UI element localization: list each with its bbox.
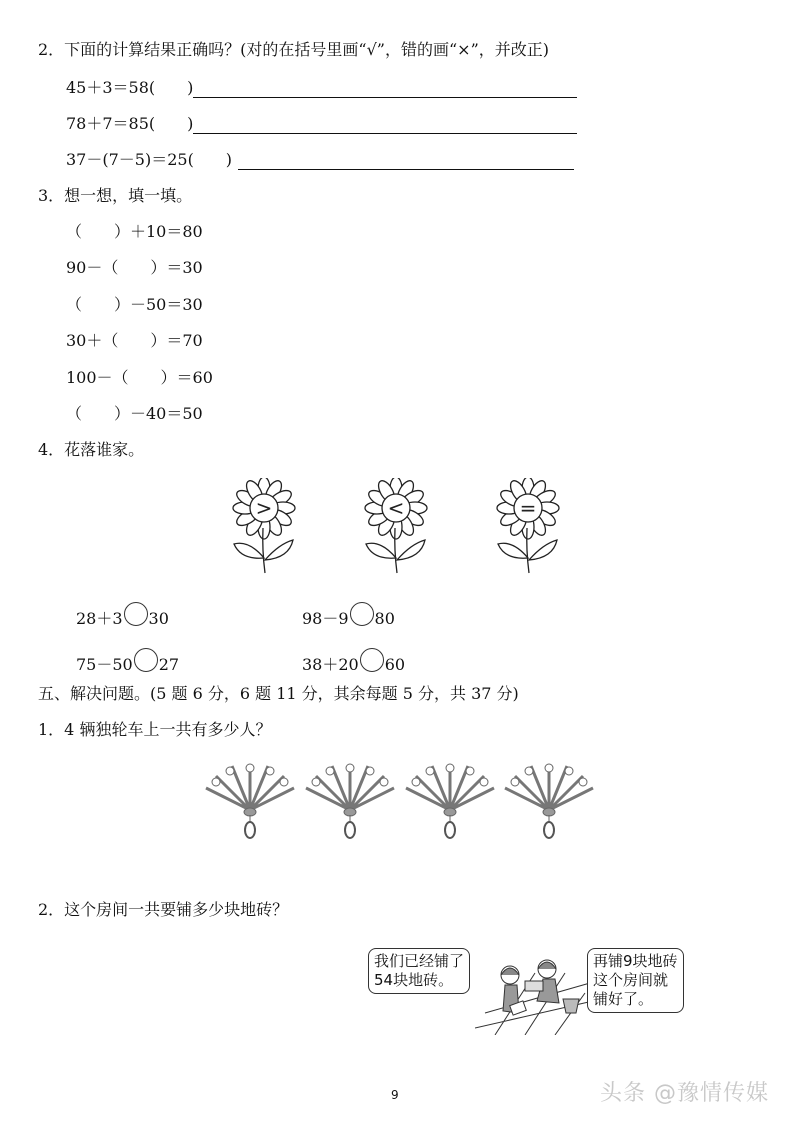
svg-text:>: > <box>255 496 273 520</box>
problem-2-title: 2．这个房间一共要铺多少块地砖？ <box>38 900 289 919</box>
answer-circle[interactable] <box>350 602 374 626</box>
answer-circle[interactable] <box>124 602 148 626</box>
comparison-left: 28＋3 <box>76 609 123 628</box>
comparison-item <box>302 648 405 675</box>
comparison-left: 38＋20 <box>302 655 359 674</box>
unicycle-acrobats-icon <box>501 760 597 842</box>
bubble-text: 这个房间就 <box>593 971 669 989</box>
comparison-item <box>302 602 395 629</box>
comparison-left: 98－9 <box>302 609 349 628</box>
answer-blank[interactable] <box>193 81 577 98</box>
answer-blank[interactable] <box>193 117 577 134</box>
q2-expr: 37－(7－5)＝25( ) <box>66 150 233 169</box>
q3-item: 100－（ ）＝60 <box>66 368 213 387</box>
section-5-title: 五、解决问题。(5 题 6 分，6 题 11 分，其余每题 5 分，共 37 分) <box>38 684 519 703</box>
page-number: 9 <box>391 1088 399 1102</box>
q2-item-1 <box>66 78 577 98</box>
bubble-text: 铺好了。 <box>593 990 654 1008</box>
q3-item: 90－（ ）＝30 <box>66 258 203 277</box>
unicycle-acrobats-icon <box>402 760 498 842</box>
q3-item: （ ）－40＝50 <box>66 404 203 423</box>
speech-bubble-left <box>368 948 470 994</box>
tiling-scene-illustration <box>365 945 695 1035</box>
answer-circle[interactable] <box>360 648 384 672</box>
sunflower-equal-icon <box>493 478 563 574</box>
comparison-right: 80 <box>374 609 395 628</box>
question-4-title: 4．花落谁家。 <box>38 440 145 459</box>
q2-item-3 <box>66 150 574 170</box>
comparison-item <box>76 602 169 629</box>
q2-item-2 <box>66 114 577 134</box>
problem-1-title: 1．4 辆独轮车上一共有多少人？ <box>38 720 272 739</box>
q3-item: 30＋（ ）＝70 <box>66 331 203 350</box>
answer-blank[interactable] <box>238 153 574 170</box>
speech-bubble-right <box>587 948 684 1013</box>
question-2-title: 2．下面的计算结果正确吗？(对的在括号里画“√”，错的画“×”，并改正) <box>38 40 549 59</box>
workers-laying-tiles-icon <box>475 953 595 1035</box>
watermark: 头条 @豫情传媒 <box>600 1081 769 1106</box>
bubble-text: 我们已经铺了 <box>374 952 465 970</box>
svg-text:<: < <box>387 496 405 520</box>
svg-text:=: = <box>519 496 537 520</box>
comparison-right: 27 <box>158 655 180 674</box>
bubble-text: 54块地砖。 <box>374 971 454 989</box>
comparison-left: 75－50 <box>76 655 133 674</box>
q2-expr: 45＋3＝58( ) <box>66 78 194 97</box>
bubble-text: 再铺9块地砖 <box>593 952 678 970</box>
unicycle-acrobats-icon <box>302 760 398 842</box>
answer-circle[interactable] <box>134 648 158 672</box>
unicycle-acrobats-icon <box>202 760 298 842</box>
comparison-right: 30 <box>148 609 169 628</box>
q3-item: （ ）－50＝30 <box>66 295 203 314</box>
comparison-right: 60 <box>384 655 406 674</box>
comparison-item <box>76 648 179 675</box>
sunflower-greater-than-icon <box>229 478 299 574</box>
question-3-title: 3．想一想，填一填。 <box>38 186 193 205</box>
q2-expr: 78＋7＝85( ) <box>66 114 194 133</box>
q3-item: （ ）＋10＝80 <box>66 222 203 241</box>
sunflower-less-than-icon <box>361 478 431 574</box>
